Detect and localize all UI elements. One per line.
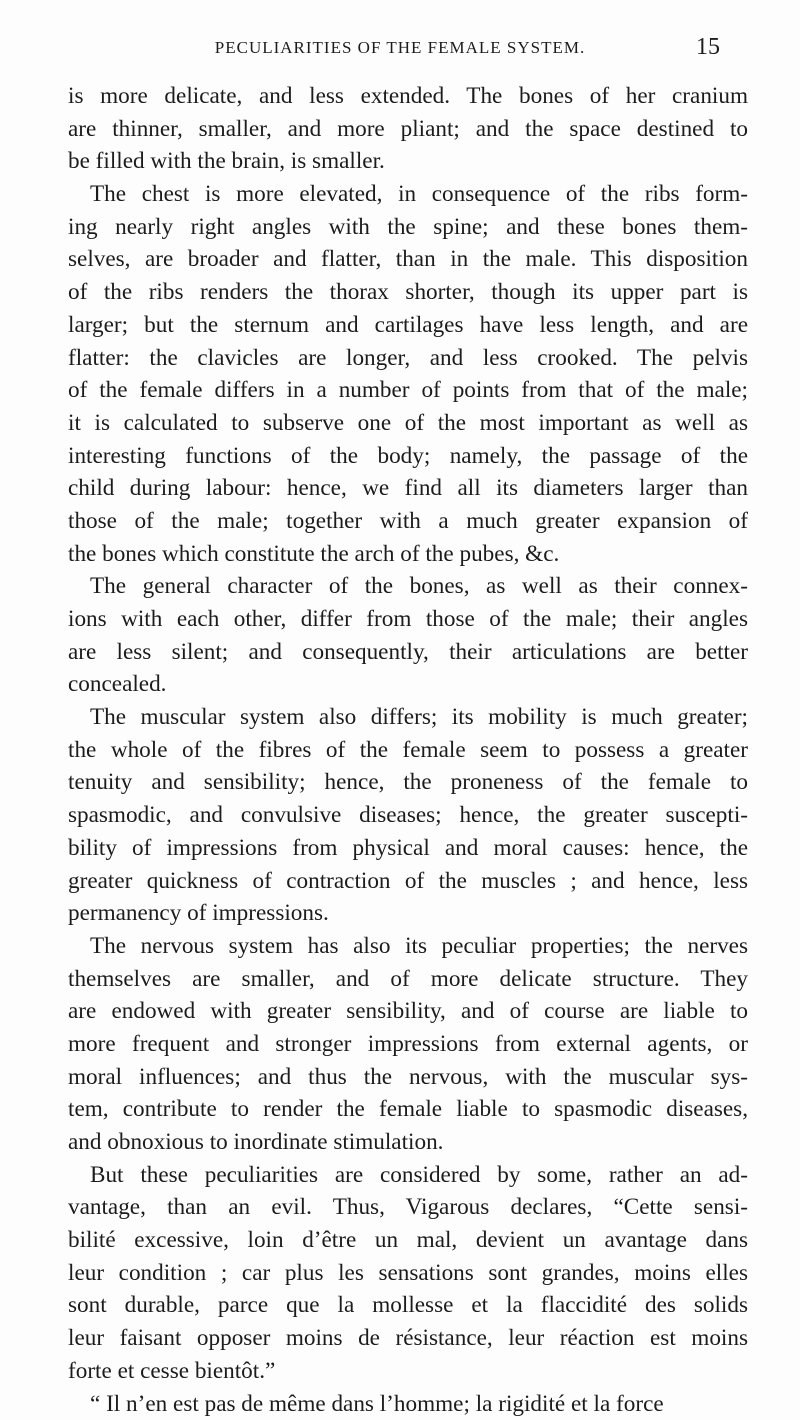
text-line: greater quickness of contraction of the muscles ; and hence, less xyxy=(68,865,748,898)
text-line: ions with each other, differ from those of the male; their angles xyxy=(68,603,748,636)
text-line: The general character of the bones, as well as their connex- xyxy=(68,570,748,603)
text-line: ing nearly right angles with the spine; and these bones them- xyxy=(68,211,748,244)
text-line: leur faisant opposer moins de résistance, leur réaction est moins xyxy=(68,1322,748,1355)
text-line: bility of impressions from physical and moral causes: hence, the xyxy=(68,832,748,865)
text-line: flatter: the clavicles are longer, and less crooked. The pelvis xyxy=(68,342,748,375)
text-line: spasmodic, and convulsive diseases; hence, the greater suscepti- xyxy=(68,799,748,832)
text-line: the whole of the fibres of the female seem to possess a greater xyxy=(68,734,748,767)
text-line: of the female differs in a number of points from that of the male; xyxy=(68,374,748,407)
text-line: is more delicate, and less extended. The bones of her cranium xyxy=(68,80,748,113)
page-number: 15 xyxy=(696,34,720,61)
text-line: The nervous system has also its peculiar properties; the nerves xyxy=(68,930,748,963)
text-line: it is calculated to subserve one of the most important as well as xyxy=(68,407,748,440)
text-line: and obnoxious to inordinate stimulation. xyxy=(68,1126,748,1159)
text-line: are less silent; and consequently, their articulations are better xyxy=(68,636,748,669)
body-text xyxy=(68,80,748,1420)
text-line: child during labour: hence, we find all its diameters larger than xyxy=(68,472,748,505)
running-title: PECULIARITIES OF THE FEMALE SYSTEM. xyxy=(60,38,740,58)
text-line: the bones which constitute the arch of the pubes, &c. xyxy=(68,538,748,571)
text-line: those of the male; together with a much greater expansion of xyxy=(68,505,748,538)
text-line: themselves are smaller, and of more delicate structure. They xyxy=(68,963,748,996)
text-line: tenuity and sensibility; hence, the proneness of the female to xyxy=(68,766,748,799)
text-line: moral influences; and thus the nervous, with the muscular sys- xyxy=(68,1061,748,1094)
text-line: interesting functions of the body; namely, the passage of the xyxy=(68,440,748,473)
text-line: of the ribs renders the thorax shorter, though its upper part is xyxy=(68,276,748,309)
text-line: “ Il n’en est pas de même dans l’homme; la rigidité et la force xyxy=(68,1388,748,1420)
text-line: selves, are broader and flatter, than in the male. This disposition xyxy=(68,243,748,276)
text-line: leur condition ; car plus les sensations sont grandes, moins elles xyxy=(68,1257,748,1290)
text-line: vantage, than an evil. Thus, Vigarous declares, “Cette sensi- xyxy=(68,1191,748,1224)
text-line: are thinner, smaller, and more pliant; and the space destined to xyxy=(68,113,748,146)
text-line: be filled with the brain, is smaller. xyxy=(68,145,748,178)
text-line: sont durable, parce que la mollesse et la flaccidité des solids xyxy=(68,1289,748,1322)
text-line: concealed. xyxy=(68,668,748,701)
text-line: tem, contribute to render the female liable to spasmodic diseases, xyxy=(68,1093,748,1126)
text-line: The chest is more elevated, in consequence of the ribs form- xyxy=(68,178,748,211)
text-line: But these peculiarities are considered by some, rather an ad- xyxy=(68,1159,748,1192)
text-line: more frequent and stronger impressions from external agents, or xyxy=(68,1028,748,1061)
text-line: larger; but the sternum and cartilages have less length, and are xyxy=(68,309,748,342)
text-line: forte et cesse bientôt.” xyxy=(68,1355,748,1388)
text-line: are endowed with greater sensibility, and of course are liable to xyxy=(68,995,748,1028)
text-line: The muscular system also differs; its mobility is much greater; xyxy=(68,701,748,734)
running-head xyxy=(60,34,740,64)
text-line: permanency of impressions. xyxy=(68,897,748,930)
text-line: bilité excessive, loin d’être un mal, devient un avantage dans xyxy=(68,1224,748,1257)
